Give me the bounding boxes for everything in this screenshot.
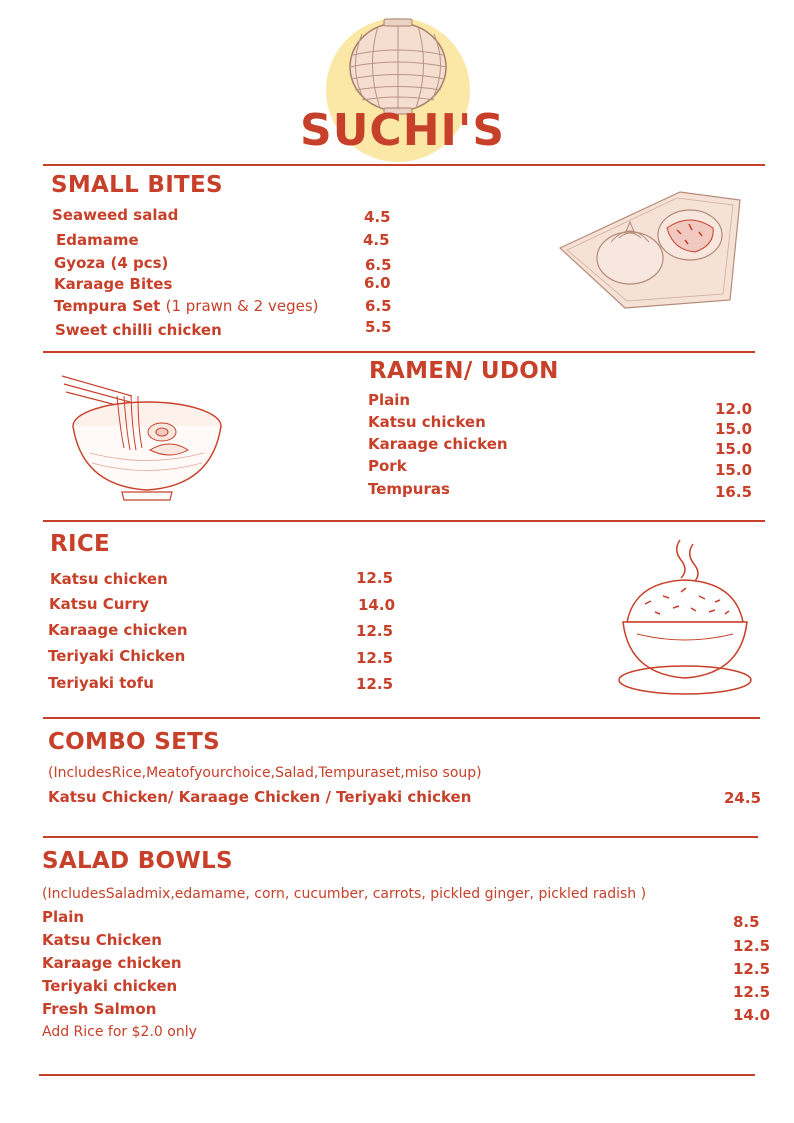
list-item: Teriyaki tofu <box>48 674 154 692</box>
list-item: Sweet chilli chicken <box>55 321 222 339</box>
list-item: Karaage chicken <box>368 435 508 453</box>
list-item: Tempuras <box>368 480 450 498</box>
item-detail: (1 prawn & 2 veges) <box>165 297 319 315</box>
list-item: Plain <box>368 391 411 409</box>
list-item: Pork <box>368 457 407 475</box>
salad-footer-note: Add Rice for $2.0 only <box>42 1024 197 1040</box>
list-item: Edamame <box>56 231 139 249</box>
item-price: 12.5 <box>356 649 394 667</box>
combo-note: (IncludesRice,Meatofyourchoice,Salad,Tempuraset,miso soup) <box>48 765 482 781</box>
item-price: 6.5 <box>365 256 392 274</box>
item-price: 14.0 <box>733 1006 771 1024</box>
divider <box>43 836 758 838</box>
item-price: 24.5 <box>724 789 762 807</box>
list-item: Katsu chicken <box>368 413 486 431</box>
rice-bowl-icon <box>615 538 755 698</box>
item-price: 12.5 <box>356 569 394 587</box>
item-name: Tempura Set <box>54 297 161 315</box>
ramen-bowl-icon <box>62 368 232 508</box>
section-title-rice: RICE <box>50 531 111 557</box>
item-price: 8.5 <box>733 913 760 931</box>
item-price: 12.5 <box>733 983 771 1001</box>
item-price: 14.0 <box>358 596 396 614</box>
list-item: Gyoza (4 pcs) <box>54 254 169 272</box>
item-price: 6.0 <box>364 274 391 292</box>
list-item: Teriyaki Chicken <box>48 647 186 665</box>
item-price: 4.5 <box>363 231 390 249</box>
item-price: 15.0 <box>715 461 753 479</box>
item-price: 6.5 <box>365 297 392 315</box>
list-item: Katsu Chicken/ Karaage Chicken / Teriyaki chicken <box>48 788 472 806</box>
list-item: Karaage chicken <box>42 954 182 972</box>
divider <box>43 351 755 353</box>
list-item: Katsu Curry <box>49 595 150 613</box>
list-item: Karaage chicken <box>48 621 188 639</box>
list-item: Karaage Bites <box>54 275 173 293</box>
salad-note: (IncludesSaladmix,edamame, corn, cucumber, carrots, pickled ginger, pickled radish ) <box>42 886 647 902</box>
divider <box>43 164 765 166</box>
item-price: 12.5 <box>733 960 771 978</box>
section-title-salad: SALAD BOWLS <box>42 848 233 874</box>
item-price: 4.5 <box>364 208 391 226</box>
item-price: 5.5 <box>365 318 392 336</box>
list-item: Teriyaki chicken <box>42 977 178 995</box>
section-title-small-bites: SMALL BITES <box>51 172 223 198</box>
logo-area <box>300 10 506 160</box>
section-title-combo: COMBO SETS <box>48 729 220 755</box>
list-item: Seaweed salad <box>52 206 179 224</box>
item-price: 12.5 <box>356 675 394 693</box>
list-item: Plain <box>42 908 85 926</box>
list-item: Katsu Chicken <box>42 931 162 949</box>
divider <box>43 520 765 522</box>
item-price: 12.5 <box>733 937 771 955</box>
brand-name: SUCHI'S <box>300 105 506 156</box>
item-price: 16.5 <box>715 483 753 501</box>
item-price: 15.0 <box>715 420 753 438</box>
divider <box>43 717 760 719</box>
item-price: 12.0 <box>715 400 753 418</box>
section-title-ramen: RAMEN/ UDON <box>369 358 559 384</box>
item-price: 12.5 <box>356 622 394 640</box>
list-item: Katsu chicken <box>50 570 168 588</box>
item-price: 15.0 <box>715 440 753 458</box>
dumpling-icon <box>555 190 755 310</box>
list-item <box>54 297 318 315</box>
divider <box>39 1074 755 1076</box>
list-item: Fresh Salmon <box>42 1000 157 1018</box>
